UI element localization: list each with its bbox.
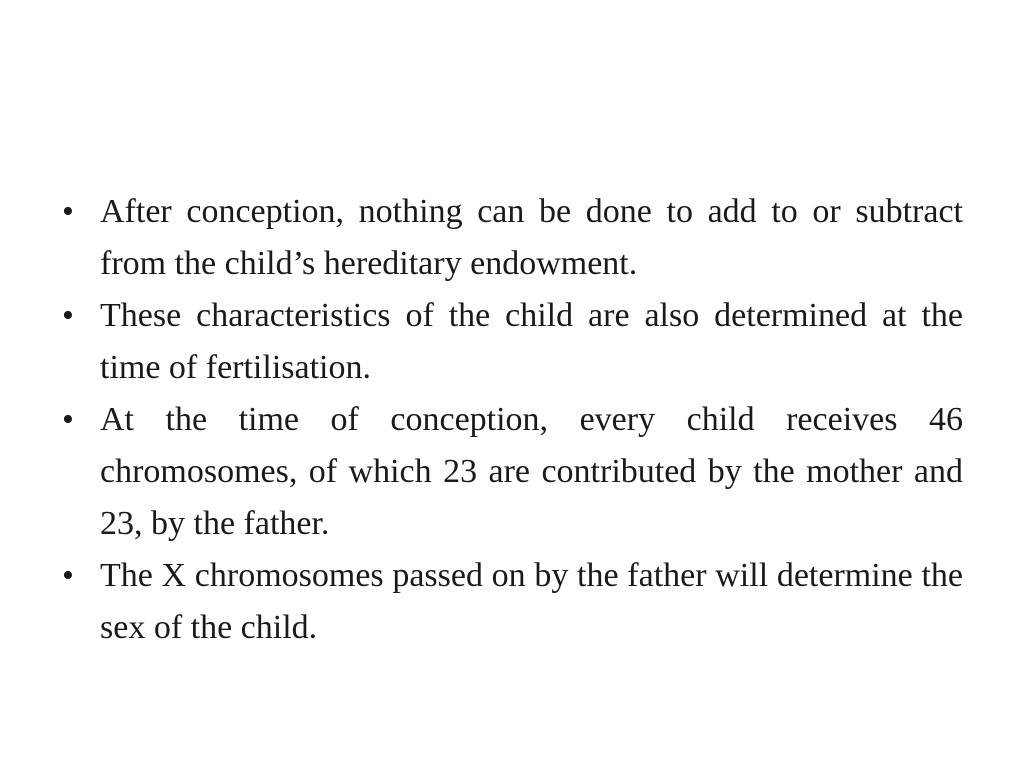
- bullet-item: [61, 186, 963, 290]
- bullet-text: At the time of conception, every child receives 46 chromosomes, of which 23 are contributed by the mother and 23, by the father.: [100, 401, 963, 542]
- bullet-text: After conception, nothing can be done to add to or subtract from the child’s hereditary endowment.: [100, 193, 963, 282]
- bullet-item: [61, 394, 963, 550]
- bullet-text: The X chromosomes passed on by the father will determine the sex of the child.: [100, 557, 963, 646]
- bullet-list: [61, 186, 963, 654]
- bullet-icon: •: [62, 557, 74, 594]
- bullet-icon: •: [62, 297, 74, 334]
- bullet-icon: •: [62, 401, 74, 438]
- bullet-item: [61, 550, 963, 654]
- bullet-text: These characteristics of the child are also determined at the time of fertilisation.: [100, 297, 963, 386]
- bullet-item: [61, 290, 963, 394]
- bullet-icon: •: [62, 193, 74, 230]
